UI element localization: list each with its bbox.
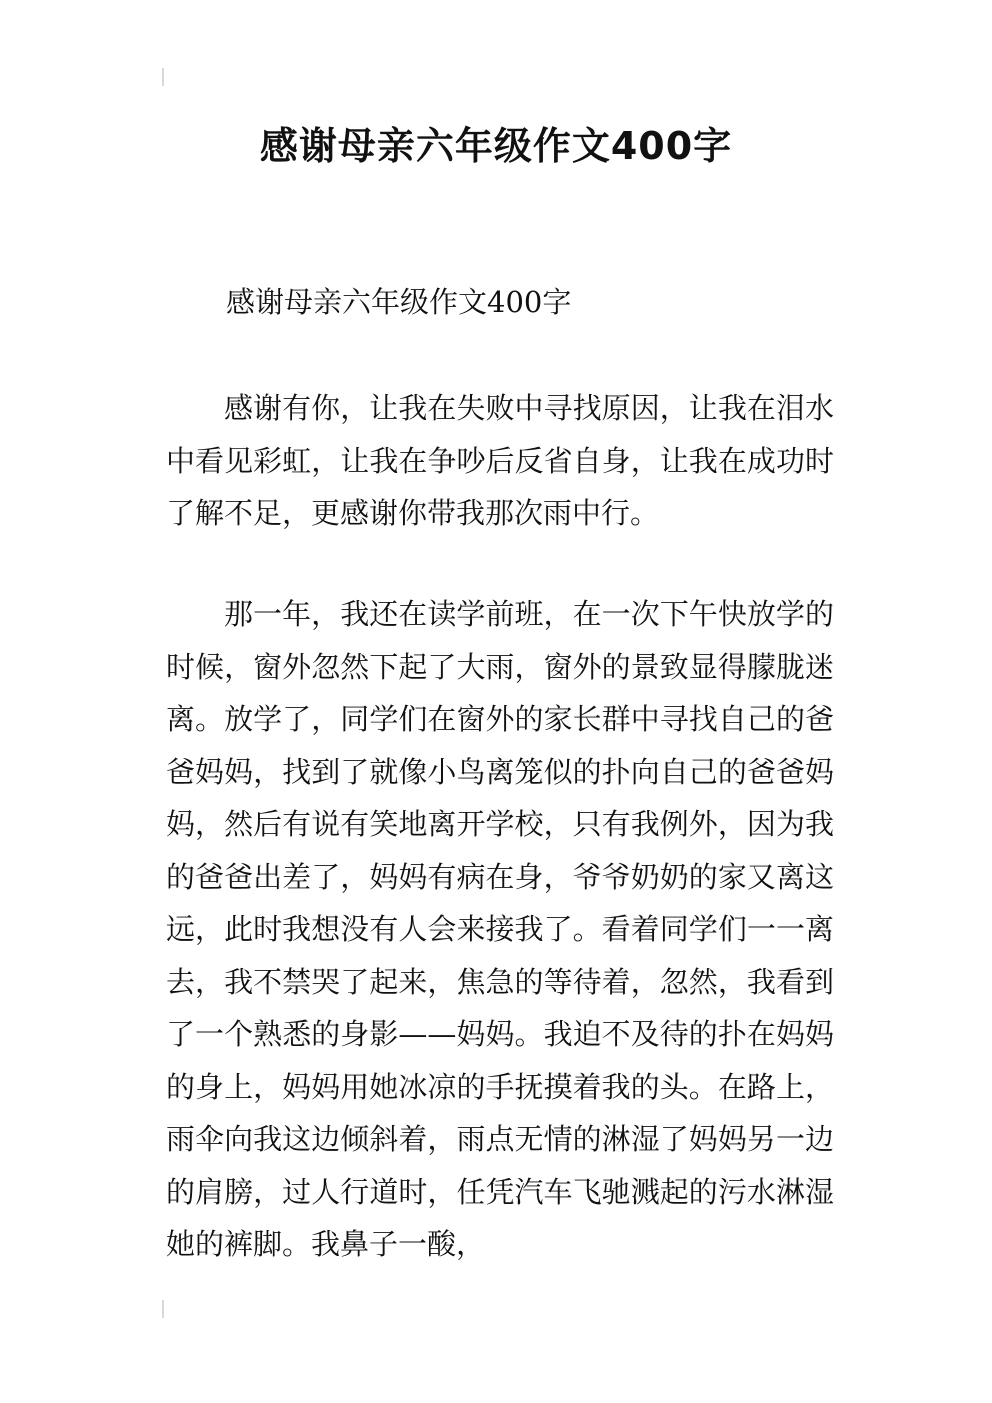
- paragraph-1: 感谢有你，让我在失败中寻找原因，让我在泪水中看见彩虹，让我在争吵后反省自身，让我在成功时了解不足，更感谢你带我那次雨中行。: [166, 391, 834, 530]
- document-subtitle: 感谢母亲六年级作文400字: [226, 285, 572, 319]
- page-corner-mark-top: [162, 68, 164, 86]
- paragraph-2: 那一年，我还在读学前班，在一次下午快放学的时候，窗外忽然下起了大雨，窗外的景致显得朦胧迷离。放学了，同学们在窗外的家长群中寻找自己的爸爸妈妈，找到了就像小鸟离笼似的扑向自己的爸爸妈妈，然后有说有笑地离开学校，只有我例外，因为我的爸爸出差了，妈妈有病在身，爷爷奶奶的家又离这远，此时我想没有人会来接我了。看着同学们一一离去，我不禁哭了起来，焦急的等待着，忽然，我看到了一个熟悉的身影——妈妈。我迫不及待的扑在妈妈的身上，妈妈用她冰凉的手抚摸着我的头。在路上，雨伞向我这边倾斜着，雨点无情的淋湿了妈妈另一边的肩膀，过人行道时，任凭汽车飞驰溅起的污水淋湿她的裤脚。我鼻子一酸，: [166, 597, 834, 1261]
- page-corner-mark-bottom: [162, 1300, 164, 1318]
- document-title: 感谢母亲六年级作文400字: [259, 124, 733, 168]
